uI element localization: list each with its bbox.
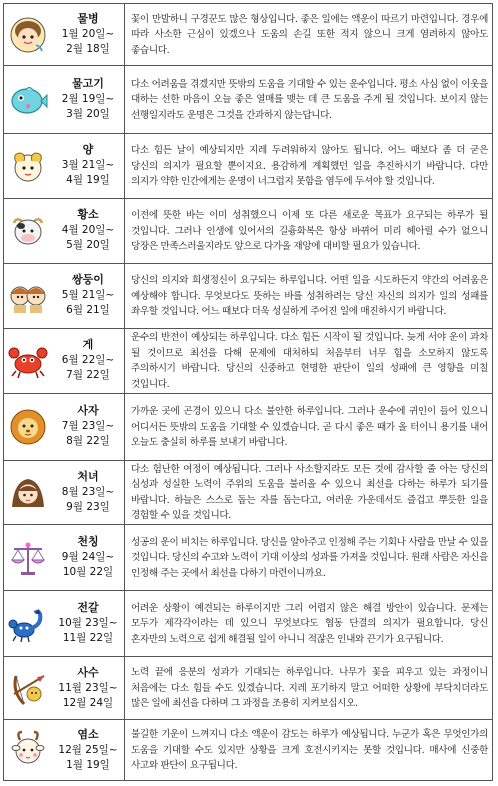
taurus-icon <box>8 211 48 251</box>
sign-row-sagittarius <box>4 657 492 720</box>
date-end: 7월 22일 <box>66 369 110 381</box>
date-start: 8월 23일~ <box>61 486 115 498</box>
sign-name: 물고기 <box>72 77 104 90</box>
sign-row-pisces <box>4 66 492 134</box>
date-start: 6월 22일~ <box>61 354 115 366</box>
date-end: 1월 19일 <box>66 759 110 771</box>
date-end: 2월 18일 <box>66 43 110 55</box>
sign-cell <box>4 4 125 65</box>
date-start: 4월 20일~ <box>61 224 115 236</box>
leo-icon <box>8 407 48 447</box>
sign-name: 천칭 <box>77 535 99 548</box>
sign-cell <box>4 657 125 719</box>
sign-name: 쌍둥이 <box>72 273 104 286</box>
sign-cell <box>4 329 125 393</box>
sign-name: 사수 <box>77 666 99 679</box>
fortune-text: 이전에 뜻한 바는 이미 성취했으니 이제 또 다른 새로운 목표가 요구되는 하루가 될 것입니다. 그러나 인생에 있어서의 길흉화복은 항상 바뀌어 미리 헤아릴 수가 없으니 당장은 만족스러울지라도 앞으로 다가올 재앙에 대비할 필요가 있습니다. <box>131 209 488 252</box>
sign-row-leo <box>4 394 492 461</box>
sign-name: 처녀 <box>77 470 99 483</box>
sign-name: 양 <box>82 143 94 156</box>
date-end: 4월 19일 <box>66 174 110 186</box>
date-start: 11월 23일~ <box>58 682 118 694</box>
sign-name: 전갈 <box>77 601 99 614</box>
libra-icon <box>8 538 48 578</box>
gemini-icon <box>8 276 48 316</box>
sign-name: 염소 <box>77 728 99 741</box>
date-end: 12월 24일 <box>62 697 114 709</box>
sagittarius-icon <box>8 668 48 708</box>
pisces-icon <box>8 80 48 120</box>
aries-icon <box>8 146 48 186</box>
fortune-text: 다소 험난한 여정이 예상됩니다. 그러나 사소할지라도 모든 것에 감사할 줄 아는 당신의 심성과 성실한 노력이 주위의 도움을 불러올 수 있으니 최선을 다하는 하루가 되기를 바랍니다. 하늘은 스스로 돕는 자를 돕는다고, 여러운 가운데서도 즐겁고 뿌듯한 일을 경험할 수 있을 것입니다. <box>131 463 488 521</box>
date-end: 10월 22일 <box>62 566 114 578</box>
sign-cell <box>4 66 125 133</box>
fortune-text: 어려운 상황이 예견되는 하루이지만 그리 어렵지 않은 해결 방안이 있습니다. 문제는 모두가 제각각이라는 데 있으니 무엇보다도 협동 단결의 의지가 필요합니다. 당신 혼자만의 노력으로 쉽게 해결될 일이 아니니 적잖은 인내와 끈기가 요구됩니다. <box>131 602 488 645</box>
date-end: 8월 22일 <box>66 435 110 447</box>
capricorn-icon <box>8 730 48 770</box>
sign-row-taurus <box>4 199 492 264</box>
sign-row-capricorn <box>4 720 492 780</box>
date-end: 9월 23일 <box>66 501 110 513</box>
fortune-text: 노력 끝에 응분의 성과가 기대되는 하루입니다. 나무가 꽃을 피우고 있는 과정이니 처음에는 다소 힘들 수도 있겠습니다. 지레 포기하지 말고 어떠한 상황에 부닥치더라도 많은 일에 최선을 다하며 그 과정을 조용히 지켜보십시오. <box>131 666 488 709</box>
date-start: 2월 19일~ <box>61 93 115 105</box>
date-start: 12월 25일~ <box>58 744 118 756</box>
sign-name: 물병 <box>77 12 99 25</box>
fortune-text: 다소 힘든 날이 예상되지만 지레 두려워하지 않아도 됩니다. 어느 때보다 좀 더 굳은 당신의 의지가 필요할 뿐이지요. 용감하게 계획했던 일을 추진하시기 바랍니다. 다만 의지가 약한 인간에게는 운명이 너그럽지 못함을 염두에 두셔야 할 것입니다. <box>131 144 488 187</box>
fortune-text: 당신의 의지와 희생정신이 요구되는 하루입니다. 어떤 일을 시도하든지 약간의 어려움은 예상해야 합니다. 무엇보다도 뜻하는 바를 성취하려는 당신 자신의 의지가 일의 성패를 좌우할 것입니다. 어느 때보다 더욱 성실하게 주어진 일에 매진하시기 바랍니다. <box>131 274 488 317</box>
sign-row-virgo <box>4 461 492 525</box>
sign-cell <box>4 134 125 198</box>
fortune-text: 가까운 곳에 곤경이 있으니 다소 불안한 하루입니다. 그러나 운수에 귀인이 들어 있으니 어디서든 뜻밖의 도움을 기대할 수 있겠습니다. 곧 다시 좋은 때가 올 터이니 용기를 내어 오늘도 충실히 하루를 보내기 바랍니다. <box>131 405 488 448</box>
date-start: 1월 20일~ <box>61 28 115 40</box>
sign-row-aquarius <box>4 4 492 66</box>
sign-cell <box>4 720 125 780</box>
fortune-text: 다소 어려움을 겪겠지만 뜻밖의 도움을 기대할 수 있는 운수입니다. 평소 사심 없이 이웃을 대하는 선한 마음이 오늘 좋은 열매를 맺는 데 큰 도움을 주게 될 것입니다. 보이지 않는 선행일지라도 운명은 그것을 간과하지 않는답니다. <box>131 78 488 121</box>
sign-cell <box>4 394 125 460</box>
cancer-icon <box>8 341 48 381</box>
date-end: 6월 21일 <box>66 304 110 316</box>
sign-cell <box>4 264 125 328</box>
sign-row-libra <box>4 525 492 591</box>
fortune-text: 운수의 반전이 예상되는 하루입니다. 다소 힘든 시작이 될 것입니다. 늦게 서야 운이 과차 될 것이므로 최선을 다해 문제에 대처하되 처음부터 너무 힘을 소모하지 않도록 주의하시기 바랍니다. 당신의 신중하고 현명한 판단이 일의 성패에 큰 영향을 미칠 것입니다. <box>131 332 488 390</box>
aquarius-icon <box>8 15 48 55</box>
virgo-icon <box>8 473 48 513</box>
date-start: 5월 21일~ <box>61 289 115 301</box>
sign-cell <box>4 199 125 263</box>
fortune-text: 꽃이 만발하니 구경꾼도 많은 형상입니다. 좋은 일에는 액운이 따르기 마련입니다. 경우에 따라 사소한 근심이 있겠으나 도움의 손길 또한 적지 않으니 크게 염려하지 않아도 좋습니다. <box>131 13 488 56</box>
scorpio-icon <box>8 604 48 644</box>
date-end: 5월 20일 <box>66 239 110 251</box>
sign-row-cancer <box>4 329 492 394</box>
horoscope-table <box>3 3 493 781</box>
date-end: 11월 22일 <box>62 632 114 644</box>
sign-row-gemini <box>4 264 492 329</box>
sign-cell <box>4 461 125 524</box>
fortune-text: 성공의 운이 비치는 하루입니다. 당신을 알아주고 인정해 주는 기회나 사람을 만날 수 있을 것입니다. 당신의 수고와 노력이 기대 이상의 성과를 가져올 것입니다. 원래 사람은 자신을 인정해 주는 곳에서 최선을 다하기 마련이니까요. <box>131 536 488 579</box>
sign-row-scorpio <box>4 591 492 657</box>
date-start: 7월 23일~ <box>61 420 115 432</box>
date-start: 10월 23일~ <box>58 617 118 629</box>
date-end: 3월 20일 <box>66 108 110 120</box>
date-start: 9월 24일~ <box>61 551 115 563</box>
fortune-text: 불길한 기운이 느껴지니 다소 액운이 감도는 하루가 예상됩니다. 누군가 혹은 무엇인가의 도움을 기대할 수도 있지만 상황을 크게 호전시키지는 못할 것입니다. 매사에 신중한 사고와 판단이 요구됩니다. <box>131 728 488 771</box>
date-start: 3월 21일~ <box>61 159 115 171</box>
sign-name: 황소 <box>77 208 99 221</box>
sign-cell <box>4 591 125 656</box>
sign-cell <box>4 525 125 590</box>
sign-name: 사자 <box>77 404 99 417</box>
sign-row-aries <box>4 134 492 199</box>
sign-name: 게 <box>82 338 94 351</box>
